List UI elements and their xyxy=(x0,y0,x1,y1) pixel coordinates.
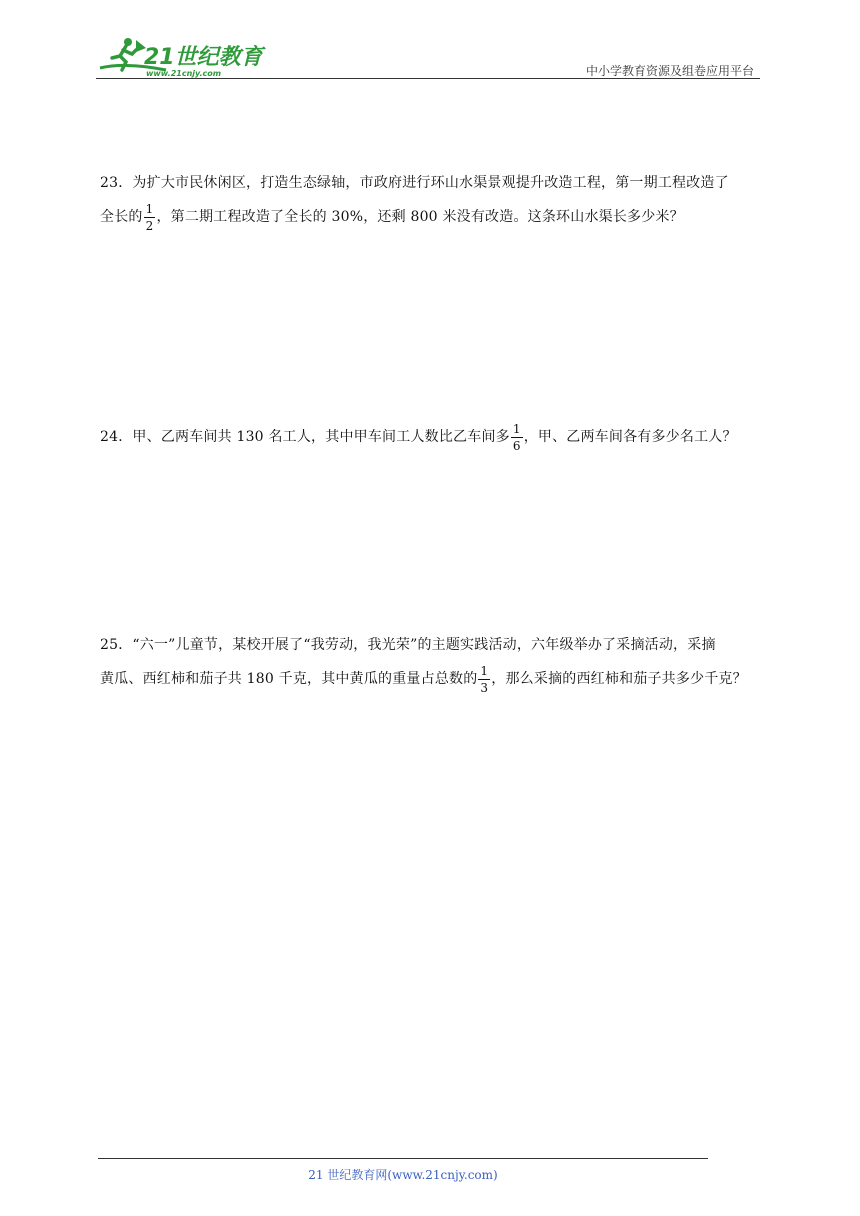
question-text: ，甲、乙两车间各有多少名工人？ xyxy=(523,429,737,445)
question-text: 全长的 xyxy=(100,209,143,225)
fraction-numerator: 1 xyxy=(145,201,154,216)
question-number: 24． xyxy=(100,429,133,445)
fraction-denominator: 3 xyxy=(480,680,489,695)
question-25-line-2 xyxy=(100,662,760,696)
question-25-line-1 xyxy=(100,628,760,662)
page-header xyxy=(96,28,760,80)
fraction xyxy=(478,664,490,695)
question-24 xyxy=(100,420,760,454)
site-logo xyxy=(96,34,266,78)
question-23-line-2 xyxy=(100,200,760,234)
fraction-numerator: 1 xyxy=(512,421,521,436)
question-24-line-1 xyxy=(100,420,760,454)
question-text: ，那么采摘的西红柿和茄子共多少千克？ xyxy=(491,671,747,687)
svg-text:www.21cnjy.com: www.21cnjy.com xyxy=(146,69,222,78)
footer-link[interactable]: 21 世纪教育网(www.21cnjy.com) xyxy=(308,1168,498,1182)
fraction-bar xyxy=(144,217,156,218)
fraction xyxy=(511,422,523,453)
question-text: 为扩大市民休闲区，打造生态绿轴，市政府进行环山水渠景观提升改造工程，第一期工程改造了 xyxy=(132,175,729,191)
question-23 xyxy=(100,166,760,234)
fraction-bar xyxy=(511,437,523,438)
svg-text:21世纪教育: 21世纪教育 xyxy=(144,45,263,70)
fraction-denominator: 2 xyxy=(145,218,154,233)
question-text: “六一”儿童节，某校开展了“我劳动，我光荣”的主题实践活动，六年级举办了采摘活动，采摘 xyxy=(132,637,716,653)
fraction-bar xyxy=(478,679,490,680)
footer-divider xyxy=(98,1158,708,1159)
header-divider xyxy=(96,78,760,79)
question-text: 甲、乙两车间共 130 名工人，其中甲车间工人数比乙车间多 xyxy=(132,429,510,445)
fraction xyxy=(144,202,156,233)
header-slogan: 中小学教育资源及组卷应用平台 xyxy=(585,64,754,78)
question-text: 黄瓜、西红柿和茄子共 180 千克，其中黄瓜的重量占总数的 xyxy=(100,671,478,687)
question-25 xyxy=(100,628,760,696)
question-number: 25． xyxy=(100,637,133,653)
fraction-numerator: 1 xyxy=(480,663,489,678)
question-23-line-1 xyxy=(100,166,760,200)
question-text: ，第二期工程改造了全长的 30%，还剩 800 米没有改造。这条环山水渠长多少米？ xyxy=(156,209,684,225)
runner-logo-icon xyxy=(96,34,266,78)
question-number: 23． xyxy=(100,175,133,191)
fraction-denominator: 6 xyxy=(512,438,521,453)
